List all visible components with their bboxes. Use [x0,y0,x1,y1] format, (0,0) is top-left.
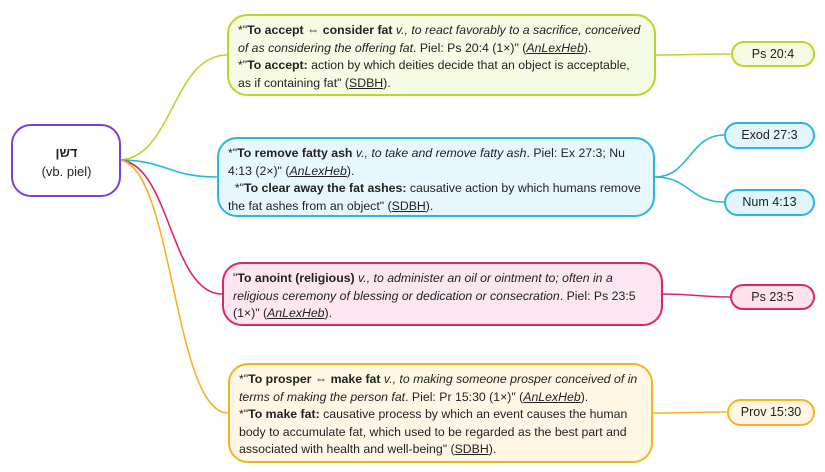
definition-text: To clear away the fat ashes: [243,181,407,195]
root-node[interactable] [11,124,121,197]
ref-leaf[interactable] [724,122,815,149]
source-link[interactable]: SDBH [454,442,489,456]
ref-leaf[interactable] [731,41,815,67]
sense-node-anoint[interactable] [222,262,663,326]
source-link[interactable]: AnLexHeb [526,40,584,55]
source-link[interactable]: AnLexHeb [267,306,325,320]
source-link[interactable]: AnLexHeb [523,389,581,404]
definition-text: ). [488,442,497,456]
sense-node-prosper[interactable] [228,363,653,463]
sense-node-remove-ash[interactable] [217,137,655,217]
definition-text: . Piel: Ex 27:3; Nu 4:13 (2×)" ( [228,146,625,178]
definition-text: ). [580,389,589,404]
ref-label: Ps 23:5 [751,290,794,304]
definition-text: v., to making someone prosper conceived of in terms of making the person fat [239,372,638,404]
definition-text: *" [238,23,248,37]
definition-text: To make fat: [248,407,320,421]
connector-line [663,294,730,297]
definition-text: ). [346,163,355,178]
ref-label: Exod 27:3 [741,128,798,142]
definition-paragraph [238,22,646,57]
definition-text: v., to take and remove fatty ash [352,146,527,160]
ref-leaf[interactable] [724,189,815,216]
ref-leaf[interactable] [730,284,815,310]
definition-text: . Piel: Pr 15:30 (1×)" ( [405,389,524,404]
connector-line [655,135,724,177]
definition-text: ). [583,40,592,55]
connector-line [655,177,724,202]
connector-line [653,412,727,413]
definition-text: . Piel: Ps 23:5 (1×)" ( [233,288,636,320]
connector-line [118,160,228,413]
definition-text: causative process by which an event causes the human body to accumulate fat, which used to be regarded as the best part and associated with health and well-being" ( [239,407,628,456]
definition-paragraph [233,270,653,323]
definition-text: To accept: [247,58,308,72]
source-link[interactable]: SDBH [349,75,384,90]
ref-label: Ps 20:4 [751,47,795,61]
definition-text: " [233,271,238,285]
root-subtitle: (vb. piel) [41,164,92,179]
source-link[interactable]: AnLexHeb [289,163,347,178]
definition-text: . Piel: Ps 20:4 (1×)" ( [413,40,527,55]
definition-text: ). [425,198,434,213]
sense-node-accept[interactable] [227,14,656,96]
definition-text: causative action by which humans remove the fat ashes from an object" ( [228,181,641,213]
ref-label: Num 4:13 [742,195,797,209]
definition-text: To anoint (religious) [237,271,355,285]
definition-paragraph [239,371,643,406]
definition-text: ). [383,75,391,90]
definition-paragraph [238,57,646,92]
definition-text: v., to react favorably to a sacrifice, conceived of as considering the offering fat [238,23,641,55]
root-hebrew-word: דשן [55,145,78,160]
definition-paragraph [239,406,643,459]
definition-text: *" [228,181,244,195]
definition-text: To prosper ⇔ make fat [248,372,381,386]
ref-label: Prov 15:30 [740,405,802,419]
source-link[interactable]: SDBH [391,198,426,213]
ref-leaf[interactable] [727,399,815,426]
definition-text: ). [324,306,333,320]
definition-text: v., to administer an oil or ointment to; often in a religious ceremony of blessing or dedication or consecration [233,271,613,303]
connector-line [118,160,217,177]
definition-text: *" [238,58,248,72]
connector-line [656,54,731,55]
definition-paragraph [228,145,645,180]
connector-line [118,55,227,160]
definition-text: action by which deities decide that an object is acceptable, as if containing fat" ( [238,58,630,90]
definition-paragraph [228,180,645,215]
definition-text: *" [239,372,249,386]
definition-text: To remove fatty ash [237,146,353,160]
definition-text: *" [239,407,249,421]
definition-text: To accept ⇔ consider fat [247,23,393,37]
definition-text: *" [228,146,238,160]
